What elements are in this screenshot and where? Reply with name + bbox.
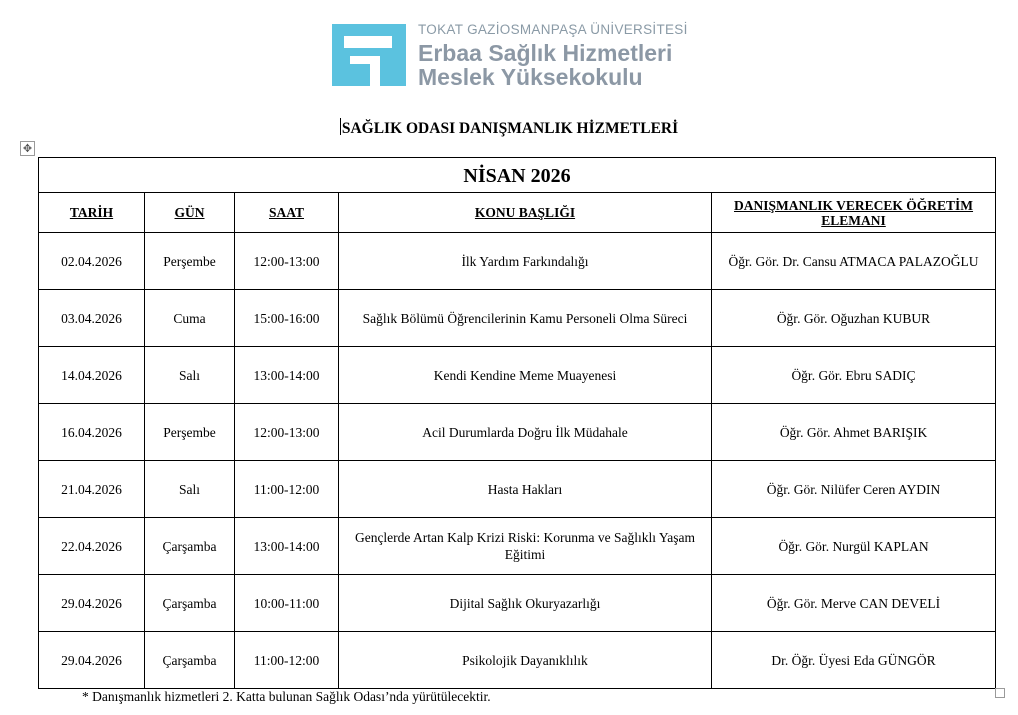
cell-topic: Sağlık Bölümü Öğrencilerinin Kamu Personeli Olma Süreci: [339, 290, 712, 347]
header-time: SAAT: [235, 193, 339, 233]
header-row: [39, 193, 996, 233]
cell-day: Perşembe: [145, 404, 235, 461]
page-title: [0, 118, 1018, 138]
table-row: [39, 404, 996, 461]
month-row: [39, 158, 996, 193]
table-row: [39, 233, 996, 290]
header-day: GÜN: [145, 193, 235, 233]
cell-time: 11:00-12:00: [235, 461, 339, 518]
table-row: [39, 632, 996, 689]
cell-date: 03.04.2026: [39, 290, 145, 347]
cell-time: 10:00-11:00: [235, 575, 339, 632]
cell-instructor: Öğr. Gör. Merve CAN DEVELİ: [712, 575, 996, 632]
cell-day: Çarşamba: [145, 518, 235, 575]
cell-instructor: Öğr. Gör. Nilüfer Ceren AYDIN: [712, 461, 996, 518]
cell-date: 21.04.2026: [39, 461, 145, 518]
page-title-text: SAĞLIK ODASI DANIŞMANLIK HİZMETLERİ: [341, 120, 679, 137]
cell-date: 29.04.2026: [39, 632, 145, 689]
cell-day: Perşembe: [145, 233, 235, 290]
cell-instructor: Öğr. Gör. Ahmet BARIŞIK: [712, 404, 996, 461]
cell-topic: Gençlerde Artan Kalp Krizi Riski: Korunma ve Sağlıklı Yaşam Eğitimi: [339, 518, 712, 575]
cell-topic: Hasta Hakları: [339, 461, 712, 518]
cell-instructor: Öğr. Gör. Oğuzhan KUBUR: [712, 290, 996, 347]
cell-day: Çarşamba: [145, 632, 235, 689]
cell-topic: Kendi Kendine Meme Muayenesi: [339, 347, 712, 404]
logo-mark-icon: [330, 22, 408, 88]
school-name-line2: Meslek Yüksekokulu: [418, 64, 643, 90]
cell-instructor: Öğr. Gör. Ebru SADIÇ: [712, 347, 996, 404]
cell-date: 16.04.2026: [39, 404, 145, 461]
school-name-line1: Erbaa Sağlık Hizmetleri: [418, 40, 673, 66]
cell-time: 15:00-16:00: [235, 290, 339, 347]
cell-date: 29.04.2026: [39, 575, 145, 632]
footnote: * Danışmanlık hizmetleri 2. Katta bulunan Sağlık Odası’nda yürütülecektir.: [82, 689, 491, 704]
cell-day: Salı: [145, 461, 235, 518]
table-row: [39, 347, 996, 404]
cell-instructor: Dr. Öğr. Üyesi Eda GÜNGÖR: [712, 632, 996, 689]
cell-instructor: Öğr. Gör. Nurgül KAPLAN: [712, 518, 996, 575]
cell-time: 11:00-12:00: [235, 632, 339, 689]
table-row: [39, 290, 996, 347]
header-topic: KONU BAŞLIĞI: [339, 193, 712, 233]
institution-logo: [330, 22, 710, 92]
cell-date: 22.04.2026: [39, 518, 145, 575]
header-instructor: DANIŞMANLIK VERECEK ÖĞRETİM ELEMANI: [712, 193, 996, 233]
month-title: NİSAN 2026: [39, 158, 996, 193]
cell-time: 12:00-13:00: [235, 233, 339, 290]
cell-instructor: Öğr. Gör. Dr. Cansu ATMACA PALAZOĞLU: [712, 233, 996, 290]
cell-topic: Acil Durumlarda Doğru İlk Müdahale: [339, 404, 712, 461]
cell-time: 13:00-14:00: [235, 518, 339, 575]
cell-date: 14.04.2026: [39, 347, 145, 404]
table-row: [39, 575, 996, 632]
university-name: TOKAT GAZİOSMANPAŞA ÜNİVERSİTESİ: [418, 22, 688, 37]
header-date: TARİH: [39, 193, 145, 233]
table-resize-handle-icon[interactable]: [995, 688, 1005, 698]
table-row: [39, 518, 996, 575]
cell-date: 02.04.2026: [39, 233, 145, 290]
cell-time: 13:00-14:00: [235, 347, 339, 404]
cell-day: Çarşamba: [145, 575, 235, 632]
cell-day: Salı: [145, 347, 235, 404]
cell-topic: İlk Yardım Farkındalığı: [339, 233, 712, 290]
cell-topic: Dijital Sağlık Okuryazarlığı: [339, 575, 712, 632]
cell-topic: Psikolojik Dayanıklılık: [339, 632, 712, 689]
text-cursor: [340, 118, 341, 135]
schedule-table: [38, 157, 996, 689]
cell-time: 12:00-13:00: [235, 404, 339, 461]
table-row: [39, 461, 996, 518]
cell-day: Cuma: [145, 290, 235, 347]
table-move-handle-icon[interactable]: ✥: [20, 141, 35, 156]
